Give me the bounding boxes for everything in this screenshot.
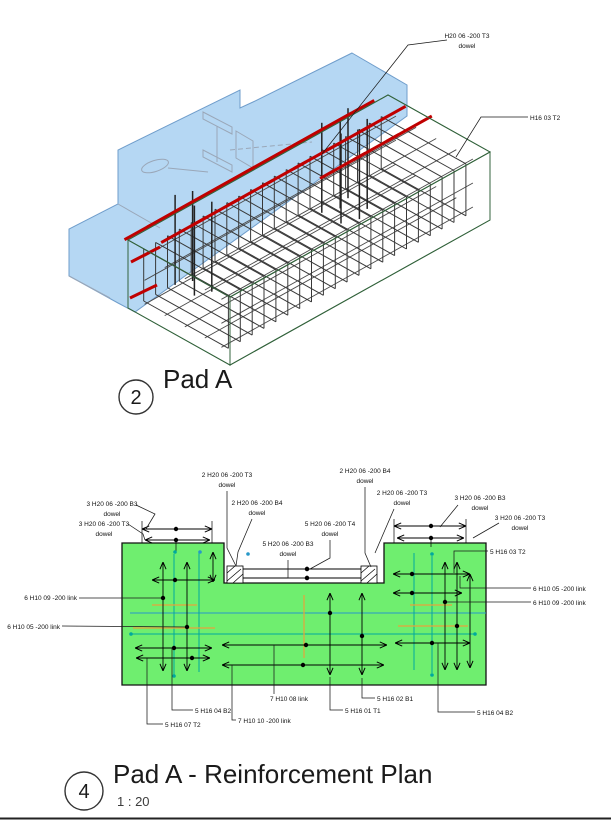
view-title: Pad A - Reinforcement Plan: [113, 759, 433, 789]
leader-dowel-2h20-b4-cright: [365, 487, 371, 567]
iso-view-title: [119, 364, 233, 414]
leader-dowel-2h20-b4-cleft: [236, 519, 252, 566]
label-dowel-2h20-t3-cleft: 2 H20 06 -200 T3 dowel: [201, 472, 253, 489]
label-h10-09-left: 6 H10 09 -200 link: [24, 595, 77, 602]
label-h10-08-link: 7 H10 08 link: [270, 696, 308, 703]
label-dowel-3h20-t3-right: 3 H20 06 -200 T3 dowel: [494, 515, 546, 532]
label-dowel-2h20-b4-cleft: 2 H20 06 -200 B4 dowel: [231, 500, 283, 517]
dot-dowel-5h20-b3: [305, 576, 309, 580]
label-h10-05-left: 6 H10 05 -200 link: [7, 624, 60, 631]
dot-h10-09-right: [443, 600, 447, 604]
label-h16-07-t2: 5 H16 07 T2: [165, 722, 201, 729]
label-dowel-3h20-b3-left: 3 H20 06 -200 B3 dowel: [86, 501, 138, 518]
label-h16-02-b1: 5 H16 02 B1: [377, 696, 414, 703]
label-dowel-3h20-t3-left: 3 H20 06 -200 T3 dowel: [78, 521, 130, 538]
leader-dowel-3h20-t3-right: [473, 523, 499, 538]
label-h10-09-right: 6 H10 09 -200 link: [533, 600, 586, 607]
label-dowel-3h20-b3-right: 3 H20 06 -200 B3 dowel: [454, 495, 506, 512]
view-title: Pad A: [163, 364, 233, 394]
view-number: 2: [130, 387, 142, 409]
dot-h10-05-left: [185, 625, 189, 629]
leader-dowel-3h20-b3-left: [136, 505, 155, 529]
label-h16-03-t2-3d: H16 03 T2: [530, 115, 561, 122]
label-dowel-2h20-t3-cright: 2 H20 06 -200 T3 dowel: [376, 490, 428, 507]
leader-dowel-3h20-b3-right: [440, 505, 458, 527]
label-h10-10-link: 7 H10 10 -200 link: [238, 718, 291, 725]
view-number: 4: [78, 781, 90, 803]
label-h16-04-b2-left: 5 H16 04 B2: [195, 708, 232, 715]
isometric-view: [69, 33, 561, 365]
label-dowel-5h20-t4: 5 H20 06 -200 T4 dowel: [304, 521, 356, 538]
view-scale: 1 : 20: [117, 794, 150, 809]
dot-h10-09-left: [161, 596, 165, 600]
leader-h16-03-t2-3d: [456, 117, 528, 157]
plan-view: [7, 468, 586, 729]
dot-dowel-5h20-t4: [305, 567, 309, 571]
label-dowel-2h20-b4-cright: 2 H20 06 -200 B4 dowel: [339, 468, 391, 485]
label-h16-03-t2: 5 H16 03 T2: [490, 549, 526, 556]
leader-dowel-3h20-t3-left: [128, 524, 145, 540]
label-h10-05-right: 6 H10 05 -200 link: [533, 586, 586, 593]
label-h20-dowel-3d: H20 06 -200 T3 dowel: [444, 33, 490, 50]
label-h16-04-b2-right: 5 H16 04 B2: [477, 710, 514, 717]
plan-view-title: [65, 759, 432, 810]
label-dowel-5h20-b3: 5 H20 06 -200 B3 dowel: [262, 541, 314, 558]
label-h16-01-t1: 5 H16 01 T1: [345, 708, 381, 715]
